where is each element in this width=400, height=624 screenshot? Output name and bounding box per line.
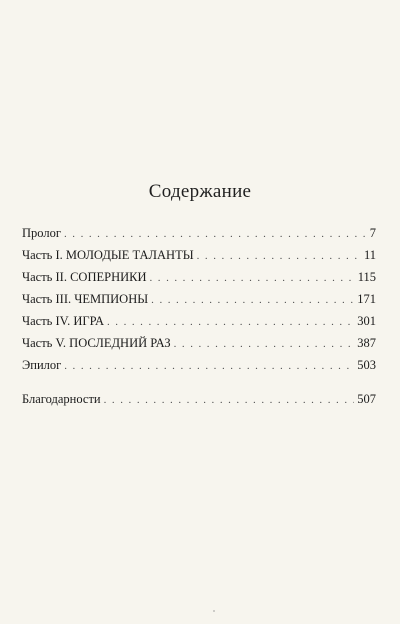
toc-entry-epilogue — [22, 356, 376, 374]
toc-leader-dots — [174, 335, 355, 353]
toc-entry-label: Часть V. ПОСЛЕДНИЙ РАЗ — [22, 336, 171, 350]
toc-page-number: 503 — [357, 358, 376, 372]
toc-leader-dots — [104, 391, 355, 409]
toc-page-number: 11 — [363, 248, 376, 262]
toc-entry-label: Эпилог — [22, 358, 62, 372]
toc-page-number: 171 — [357, 292, 376, 306]
toc-page-number: 387 — [357, 336, 376, 350]
toc-leader-dots — [64, 225, 367, 243]
toc-entry-label: Часть IV. ИГРА — [22, 314, 104, 328]
toc-page-number: 507 — [357, 392, 376, 406]
toc-entry-part-2 — [22, 268, 376, 286]
toc-page-number: 301 — [357, 314, 376, 328]
toc-entry-prologue — [22, 224, 376, 242]
toc-entry-part-4 — [22, 312, 376, 330]
toc-leader-dots — [107, 313, 354, 331]
toc-entry-label: Часть II. СОПЕРНИКИ — [22, 270, 147, 284]
toc-entry-label: Благодарности — [22, 392, 101, 406]
toc-page-number: 7 — [369, 226, 376, 240]
toc-entry-label: Часть I. МОЛОДЫЕ ТАЛАНТЫ — [22, 248, 194, 262]
paper-speck — [213, 610, 215, 612]
toc-title: Содержание — [148, 181, 252, 202]
toc-entry-label: Часть III. ЧЕМПИОНЫ — [22, 292, 149, 306]
toc-leader-dots — [197, 247, 361, 265]
toc-leader-dots — [149, 269, 354, 287]
toc-entry-part-3 — [22, 290, 376, 308]
toc-entry-part-1 — [22, 246, 376, 264]
toc-page-number: 115 — [357, 270, 376, 284]
toc-leader-dots — [151, 291, 354, 309]
toc-entry-part-5 — [22, 334, 376, 352]
toc-leader-dots — [64, 357, 354, 375]
toc-entry-label: Пролог — [22, 226, 61, 240]
toc-entry-acknowledgements — [22, 390, 376, 408]
